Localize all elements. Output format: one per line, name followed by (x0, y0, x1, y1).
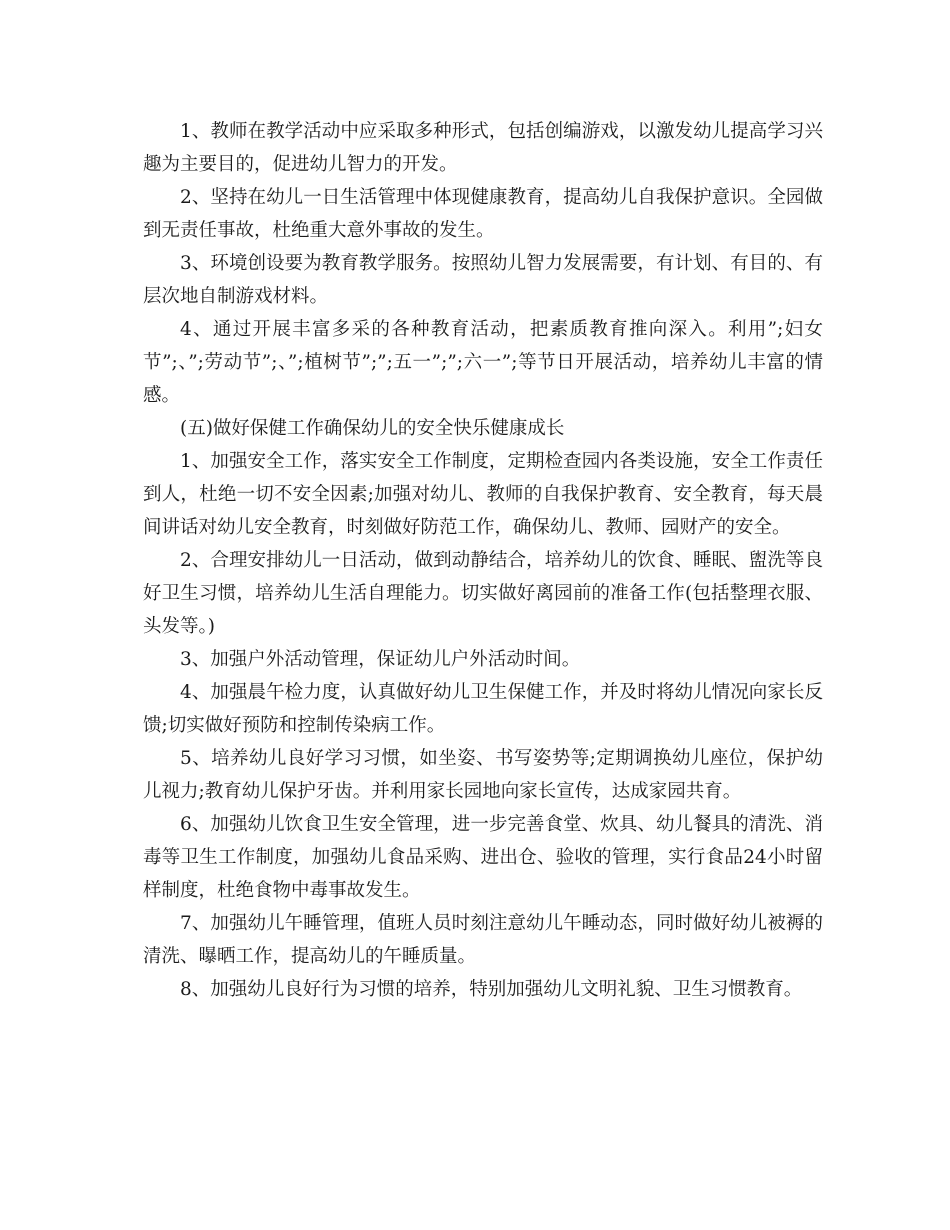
paragraph-11: 7、加强幼儿午睡管理，值班人员时刻注意幼儿午睡动态，同时做好幼儿被褥的清洗、曝晒工作，提高幼儿的午睡质量。 (143, 913, 823, 967)
paragraph-1: 1、教师在教学活动中应采取多种形式，包括创编游戏，以激发幼儿提高学习兴趣为主要目的，促进幼儿智力的开发。 (143, 121, 823, 175)
paragraph-8: 4、加强晨午检力度，认真做好幼儿卫生保健工作，并及时将幼儿情况向家长反馈;切实做好预防和控制传染病工作。 (143, 682, 823, 736)
paragraph-3: 3、环境创设要为教育教学服务。按照幼儿智力发展需要，有计划、有目的、有层次地自制游戏材料。 (143, 253, 823, 307)
section-heading: (五)做好保健工作确保幼儿的安全快乐健康成长 (180, 418, 565, 439)
paragraph-12: 8、加强幼儿良好行为习惯的培养，特别加强幼儿文明礼貌、卫生习惯教育。 (180, 979, 803, 1000)
paragraph-7: 3、加强户外活动管理，保证幼儿户外活动时间。 (180, 649, 581, 670)
document-body (143, 115, 823, 1006)
paragraph-4: 4、通过开展丰富多采的各种教育活动，把素质教育推向深入。利用”;妇女节”;、”;劳动节”;、”;植树节”;”;五一”;”;六一”;等节日开展活动，培养幼儿丰富的情感。 (143, 319, 823, 406)
paragraph-10: 6、加强幼儿饮食卫生安全管理，进一步完善食堂、炊具、幼儿餐具的清洗、消毒等卫生工作制度，加强幼儿食品采购、进出仓、验收的管理，实行食品24小时留样制度，杜绝食物中毒事故发生。 (143, 814, 823, 901)
paragraph-9: 5、培养幼儿良好学习习惯，如坐姿、书写姿势等;定期调换幼儿座位，保护幼儿视力;教育幼儿保护牙齿。并利用家长园地向家长宣传，达成家园共育。 (143, 748, 823, 802)
paragraph-2: 2、坚持在幼儿一日生活管理中体现健康教育，提高幼儿自我保护意识。全园做到无责任事故，杜绝重大意外事故的发生。 (143, 187, 823, 241)
paragraph-6: 2、合理安排幼儿一日活动，做到动静结合，培养幼儿的饮食、睡眠、盥洗等良好卫生习惯，培养幼儿生活自理能力。切实做好离园前的准备工作(包括整理衣服、头发等。) (143, 550, 823, 637)
paragraph-5: 1、加强安全工作，落实安全工作制度，定期检查园内各类设施，安全工作责任到人，杜绝一切不安全因素;加强对幼儿、教师的自我保护教育、安全教育，每天晨间讲话对幼儿安全教育，时刻做好防范工作，确保幼儿、教师、园财产的安全。 (143, 451, 823, 538)
